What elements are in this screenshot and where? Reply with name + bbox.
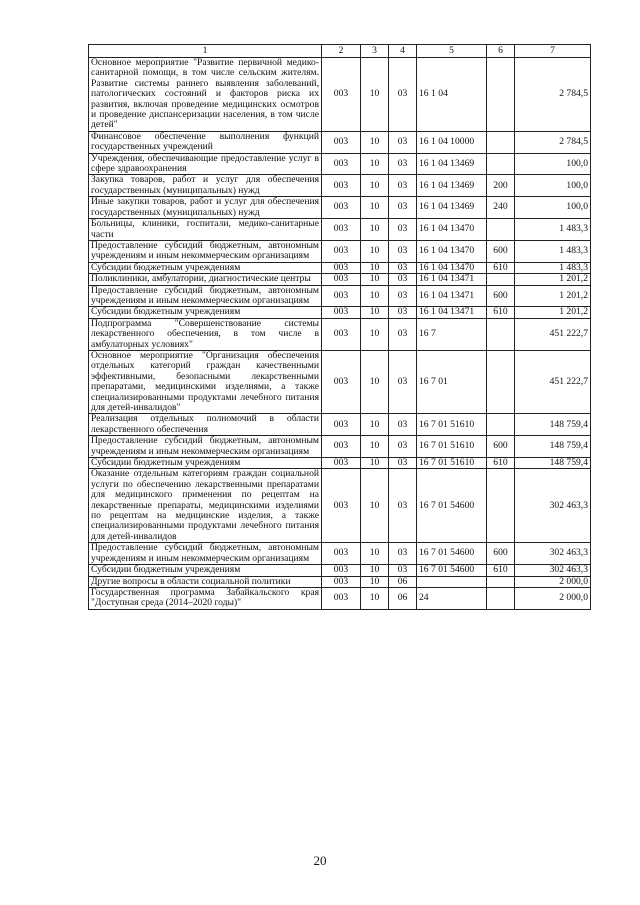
header-col-4: 4	[389, 45, 417, 58]
row-subsection-code: 03	[389, 285, 417, 307]
row-name: Предоставление субсидий бюджетным, автономным учреждениям и иным некоммерческим организациям	[89, 240, 322, 262]
row-name: Предоставление субсидий бюджетным, автономным учреждениям и иным некоммерческим организациям	[89, 436, 322, 458]
table-row	[89, 197, 591, 219]
row-target-code: 16 7 01	[417, 350, 487, 413]
table-row	[89, 274, 591, 285]
row-target-code: 16 7 01 51610	[417, 436, 487, 458]
row-expense-type	[487, 153, 515, 175]
row-section-code: 10	[361, 307, 389, 318]
header-row	[89, 45, 591, 58]
row-section-code: 10	[361, 576, 389, 587]
row-expense-type: 610	[487, 262, 515, 273]
row-expense-type: 610	[487, 458, 515, 469]
row-amount: 148 759,4	[515, 458, 591, 469]
row-ministry-code: 003	[322, 587, 361, 609]
header-col-5: 5	[417, 45, 487, 58]
row-ministry-code: 003	[322, 285, 361, 307]
row-ministry-code: 003	[322, 565, 361, 576]
row-amount: 1 483,3	[515, 262, 591, 273]
row-ministry-code: 003	[322, 350, 361, 413]
row-ministry-code: 003	[322, 543, 361, 565]
table-row	[89, 240, 591, 262]
row-subsection-code: 03	[389, 219, 417, 241]
row-amount: 1 201,2	[515, 285, 591, 307]
row-amount: 148 759,4	[515, 414, 591, 436]
table-row	[89, 565, 591, 576]
row-target-code: 16 7	[417, 318, 487, 350]
row-amount: 1 483,3	[515, 219, 591, 241]
table-row	[89, 219, 591, 241]
row-amount: 100,0	[515, 153, 591, 175]
row-ministry-code: 003	[322, 175, 361, 197]
row-expense-type: 610	[487, 307, 515, 318]
row-expense-type: 600	[487, 285, 515, 307]
budget-table	[88, 44, 591, 610]
row-expense-type	[487, 350, 515, 413]
table-body	[89, 58, 591, 610]
row-name: Субсидии бюджетным учреждениям	[89, 307, 322, 318]
table-row	[89, 58, 591, 132]
row-section-code: 10	[361, 197, 389, 219]
table-row	[89, 307, 591, 318]
row-section-code: 10	[361, 565, 389, 576]
row-name: Основное мероприятие "Развитие первичной медико-санитарной помощи, в том числе сельским жителям. Развитие системы раннего выявления заболеваний, патологических состояний и факторов риска их развития, включая проведение медицинских осмотров и проведение диспансеризации населения, в том числе детей"	[89, 58, 322, 132]
row-target-code: 16 7 01 51610	[417, 458, 487, 469]
row-section-code: 10	[361, 469, 389, 543]
row-expense-type	[487, 576, 515, 587]
row-section-code: 10	[361, 153, 389, 175]
row-section-code: 10	[361, 131, 389, 153]
table-row	[89, 262, 591, 273]
row-subsection-code: 03	[389, 318, 417, 350]
row-target-code: 16 1 04 13471	[417, 274, 487, 285]
row-subsection-code: 06	[389, 576, 417, 587]
row-target-code: 16 7 01 51610	[417, 414, 487, 436]
row-amount: 302 463,3	[515, 469, 591, 543]
row-target-code: 16 7 01 54600	[417, 565, 487, 576]
row-subsection-code: 03	[389, 262, 417, 273]
row-expense-type	[487, 131, 515, 153]
row-name: Субсидии бюджетным учреждениям	[89, 262, 322, 273]
row-section-code: 10	[361, 543, 389, 565]
row-subsection-code: 03	[389, 565, 417, 576]
row-subsection-code: 03	[389, 153, 417, 175]
row-section-code: 10	[361, 274, 389, 285]
row-expense-type: 600	[487, 240, 515, 262]
table-row	[89, 436, 591, 458]
row-ministry-code: 003	[322, 576, 361, 587]
row-ministry-code: 003	[322, 58, 361, 132]
row-section-code: 10	[361, 350, 389, 413]
row-expense-type	[487, 219, 515, 241]
row-subsection-code: 03	[389, 131, 417, 153]
row-subsection-code: 03	[389, 458, 417, 469]
header-col-6: 6	[487, 45, 515, 58]
row-ministry-code: 003	[322, 131, 361, 153]
row-section-code: 10	[361, 587, 389, 609]
row-section-code: 10	[361, 58, 389, 132]
table-row	[89, 469, 591, 543]
row-subsection-code: 03	[389, 436, 417, 458]
row-amount: 302 463,3	[515, 565, 591, 576]
row-target-code: 16 1 04 13470	[417, 219, 487, 241]
row-expense-type	[487, 414, 515, 436]
row-target-code: 16 1 04 13469	[417, 197, 487, 219]
row-expense-type: 200	[487, 175, 515, 197]
table-row	[89, 458, 591, 469]
row-subsection-code: 03	[389, 175, 417, 197]
row-target-code: 16 1 04 13469	[417, 175, 487, 197]
row-expense-type	[487, 469, 515, 543]
row-amount: 100,0	[515, 197, 591, 219]
row-subsection-code: 03	[389, 307, 417, 318]
row-target-code: 16 1 04 13471	[417, 285, 487, 307]
row-name: Закупка товаров, работ и услуг для обеспечения государственных (муниципальных) нужд	[89, 175, 322, 197]
row-section-code: 10	[361, 436, 389, 458]
row-amount: 302 463,3	[515, 543, 591, 565]
row-expense-type	[487, 274, 515, 285]
row-ministry-code: 003	[322, 240, 361, 262]
row-amount: 1 201,2	[515, 307, 591, 318]
row-name: Предоставление субсидий бюджетным, автономным учреждениям и иным некоммерческим организациям	[89, 285, 322, 307]
header-col-7: 7	[515, 45, 591, 58]
row-expense-type: 600	[487, 543, 515, 565]
row-expense-type	[487, 318, 515, 350]
row-subsection-code: 03	[389, 240, 417, 262]
row-amount: 2 784,5	[515, 131, 591, 153]
row-section-code: 10	[361, 240, 389, 262]
table-row	[89, 318, 591, 350]
row-subsection-code: 03	[389, 350, 417, 413]
row-subsection-code: 03	[389, 414, 417, 436]
row-section-code: 10	[361, 285, 389, 307]
row-amount: 148 759,4	[515, 436, 591, 458]
page-number: 20	[313, 853, 327, 868]
row-ministry-code: 003	[322, 262, 361, 273]
row-subsection-code: 06	[389, 587, 417, 609]
header-col-3: 3	[361, 45, 389, 58]
row-subsection-code: 03	[389, 197, 417, 219]
table-row	[89, 175, 591, 197]
row-name: Поликлиники, амбулатории, диагностические центры	[89, 274, 322, 285]
table-row	[89, 350, 591, 413]
table-row	[89, 153, 591, 175]
row-name: Оказание отдельным категориям граждан социальной услуги по обеспечению лекарственными препаратами для медицинского применения по рецептам на лекарственные препараты, медицинскими изделиями по рецептам на медицинские изделия, а также специализированными продуктами лечебного питания для детей-инвалидов	[89, 469, 322, 543]
row-target-code	[417, 576, 487, 587]
row-section-code: 10	[361, 175, 389, 197]
table-row	[89, 285, 591, 307]
row-name: Субсидии бюджетным учреждениям	[89, 565, 322, 576]
row-expense-type: 600	[487, 436, 515, 458]
row-name: Государственная программа Забайкальского края "Доступная среда (2014–2020 годы)"	[89, 587, 322, 609]
row-amount: 100,0	[515, 175, 591, 197]
row-target-code: 16 1 04 13471	[417, 307, 487, 318]
row-name: Подпрограмма "Совершенствование системы лекарственного обеспечения, в том числе в амбулаторных условиях"	[89, 318, 322, 350]
row-name: Другие вопросы в области социальной политики	[89, 576, 322, 587]
row-ministry-code: 003	[322, 318, 361, 350]
row-section-code: 10	[361, 262, 389, 273]
row-expense-type	[487, 587, 515, 609]
row-name: Финансовое обеспечение выполнения функций государственных учреждений	[89, 131, 322, 153]
row-subsection-code: 03	[389, 274, 417, 285]
row-name: Основное мероприятие "Организация обеспечения отдельных категорий граждан качественными эффективными, безопасными лекарственными препаратами, медицинскими изделиями, а также специализированными продуктами лечебного питания для детей-инвалидов"	[89, 350, 322, 413]
row-name: Учреждения, обеспечивающие предоставление услуг в сфере здравоохранения	[89, 153, 322, 175]
row-expense-type: 240	[487, 197, 515, 219]
row-target-code: 16 1 04 13469	[417, 153, 487, 175]
table-row	[89, 543, 591, 565]
row-name: Иные закупки товаров, работ и услуг для обеспечения государственных (муниципальных) нужд	[89, 197, 322, 219]
row-amount: 451 222,7	[515, 318, 591, 350]
row-ministry-code: 003	[322, 414, 361, 436]
row-ministry-code: 003	[322, 436, 361, 458]
table-row	[89, 576, 591, 587]
row-target-code: 16 7 01 54600	[417, 469, 487, 543]
row-ministry-code: 003	[322, 274, 361, 285]
table-row	[89, 587, 591, 609]
row-name: Реализация отдельных полномочий в области лекарственного обеспечения	[89, 414, 322, 436]
row-section-code: 10	[361, 318, 389, 350]
row-subsection-code: 03	[389, 469, 417, 543]
row-expense-type: 610	[487, 565, 515, 576]
row-name: Предоставление субсидий бюджетным, автономным учреждениям и иным некоммерческим организациям	[89, 543, 322, 565]
row-amount: 2 000,0	[515, 576, 591, 587]
row-subsection-code: 03	[389, 58, 417, 132]
row-target-code: 16 1 04 13470	[417, 240, 487, 262]
row-ministry-code: 003	[322, 219, 361, 241]
header-col-1: 1	[89, 45, 322, 58]
table-row	[89, 414, 591, 436]
row-section-code: 10	[361, 219, 389, 241]
table-row	[89, 131, 591, 153]
header-col-2: 2	[322, 45, 361, 58]
row-target-code: 16 1 04	[417, 58, 487, 132]
row-ministry-code: 003	[322, 458, 361, 469]
row-amount: 2 784,5	[515, 58, 591, 132]
row-ministry-code: 003	[322, 153, 361, 175]
row-target-code: 16 1 04 10000	[417, 131, 487, 153]
row-ministry-code: 003	[322, 469, 361, 543]
row-target-code: 16 7 01 54600	[417, 543, 487, 565]
row-target-code: 24	[417, 587, 487, 609]
row-ministry-code: 003	[322, 197, 361, 219]
row-amount: 451 222,7	[515, 350, 591, 413]
row-name: Больницы, клиники, госпитали, медико-санитарные части	[89, 219, 322, 241]
row-amount: 2 000,0	[515, 587, 591, 609]
row-amount: 1 201,2	[515, 274, 591, 285]
row-expense-type	[487, 58, 515, 132]
row-target-code: 16 1 04 13470	[417, 262, 487, 273]
row-section-code: 10	[361, 458, 389, 469]
row-subsection-code: 03	[389, 543, 417, 565]
row-name: Субсидии бюджетным учреждениям	[89, 458, 322, 469]
row-ministry-code: 003	[322, 307, 361, 318]
row-section-code: 10	[361, 414, 389, 436]
row-amount: 1 483,3	[515, 240, 591, 262]
